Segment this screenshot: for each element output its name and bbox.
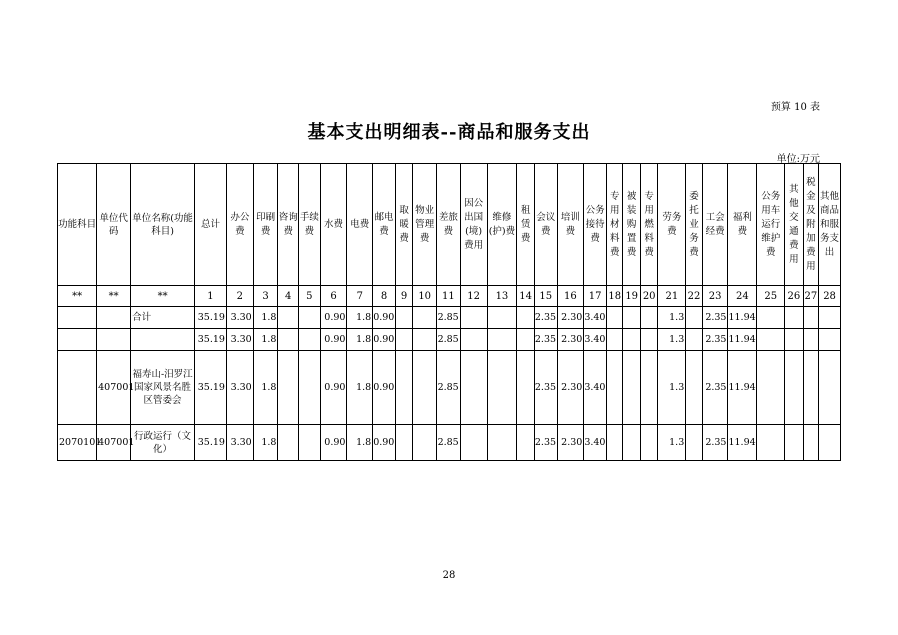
index-cell: 10 (413, 286, 437, 307)
office-cell: 3.30 (226, 329, 253, 351)
travel-cell: 2.85 (437, 425, 461, 461)
table-cell (606, 329, 622, 351)
function-code-cell (58, 351, 97, 425)
table-cell (686, 307, 702, 329)
meeting-cell: 2.35 (534, 307, 557, 329)
table-cell (623, 425, 641, 461)
table-cell (460, 425, 487, 461)
header-cell: 手续费 (299, 164, 321, 286)
training-cell: 2.30 (557, 329, 584, 351)
office-cell: 3.30 (226, 351, 253, 425)
index-cell: 25 (757, 286, 785, 307)
total-cell: 35.19 (195, 307, 227, 329)
index-cell: 18 (606, 286, 622, 307)
header-cell: 邮电费 (373, 164, 396, 286)
training-cell: 2.30 (557, 307, 584, 329)
index-cell: 9 (395, 286, 413, 307)
table-cell (785, 307, 804, 329)
table-cell (517, 329, 535, 351)
index-cell: 17 (584, 286, 607, 307)
postal-cell: 0.90 (373, 329, 396, 351)
index-cell: 22 (686, 286, 702, 307)
header-cell: 公务用车运行维护费 (757, 164, 785, 286)
reception-cell: 3.40 (584, 307, 607, 329)
unit-name-cell: 福寿山-汨罗江国家风景名胜区管委会 (131, 351, 195, 425)
reception-cell: 3.40 (584, 425, 607, 461)
header-cell: 办公费 (226, 164, 253, 286)
table-cell (686, 351, 702, 425)
union-cell: 2.35 (702, 307, 728, 329)
index-cell: 27 (803, 286, 818, 307)
index-cell: 8 (373, 286, 396, 307)
header-cell: 总计 (195, 164, 227, 286)
form-number: 预算 10 表 (770, 102, 820, 113)
header-cell: 因公出国(境)费用 (460, 164, 487, 286)
table-row (58, 329, 841, 351)
table-cell (785, 351, 804, 425)
table-cell (640, 307, 658, 329)
index-cell: 13 (487, 286, 517, 307)
total-cell: 35.19 (195, 425, 227, 461)
postal-cell: 0.90 (373, 351, 396, 425)
header-row (58, 164, 841, 286)
table-cell (487, 351, 517, 425)
table-row (58, 307, 841, 329)
water-cell: 0.90 (320, 425, 347, 461)
table-cell (517, 425, 535, 461)
index-cell: ** (97, 286, 131, 307)
function-code-cell: 2070101 (58, 425, 97, 461)
table-cell (487, 425, 517, 461)
table-cell (606, 351, 622, 425)
header-cell: 单位名称(功能科目) (131, 164, 195, 286)
index-cell: 6 (320, 286, 347, 307)
union-cell: 2.35 (702, 425, 728, 461)
header-cell: 会议费 (534, 164, 557, 286)
header-cell: 公务接待费 (584, 164, 607, 286)
table-cell (299, 425, 321, 461)
function-code-cell (58, 307, 97, 329)
table-cell (686, 425, 702, 461)
union-cell: 2.35 (702, 329, 728, 351)
header-cell: 水费 (320, 164, 347, 286)
header-cell: 单位代码 (97, 164, 131, 286)
table-cell (623, 329, 641, 351)
unit-name-cell: 行政运行（文化） (131, 425, 195, 461)
welfare-cell: 11.94 (728, 329, 757, 351)
index-cell: 14 (517, 286, 535, 307)
electricity-cell: 1.8 (347, 351, 373, 425)
table-cell (640, 425, 658, 461)
table-cell (460, 307, 487, 329)
office-cell: 3.30 (226, 425, 253, 461)
electricity-cell: 1.8 (347, 307, 373, 329)
table-row (58, 351, 841, 425)
index-cell: 23 (702, 286, 728, 307)
table-cell (517, 351, 535, 425)
function-code-cell (58, 329, 97, 351)
table-cell (278, 329, 299, 351)
table-cell (785, 425, 804, 461)
print-cell: 1.8 (253, 425, 278, 461)
header-cell: 印刷费 (253, 164, 278, 286)
total-cell: 35.19 (195, 351, 227, 425)
table-row (58, 425, 841, 461)
labor-cell: 1.3 (658, 329, 686, 351)
table-cell (803, 329, 818, 351)
meeting-cell: 2.35 (534, 425, 557, 461)
table-cell (413, 307, 437, 329)
table-cell (460, 351, 487, 425)
table-cell (803, 307, 818, 329)
electricity-cell: 1.8 (347, 329, 373, 351)
header-cell: 被装购置费 (623, 164, 641, 286)
index-row (58, 286, 841, 307)
table-cell (278, 351, 299, 425)
table-cell (517, 307, 535, 329)
welfare-cell: 11.94 (728, 307, 757, 329)
print-cell: 1.8 (253, 329, 278, 351)
unit-code-cell: 407001 (97, 351, 131, 425)
table-cell (487, 329, 517, 351)
index-cell: 19 (623, 286, 641, 307)
page-number: 28 (442, 570, 456, 581)
meeting-cell: 2.35 (534, 329, 557, 351)
header-cell: 维修(护)费 (487, 164, 517, 286)
header-cell: 差旅费 (437, 164, 461, 286)
training-cell: 2.30 (557, 425, 584, 461)
meeting-cell: 2.35 (534, 351, 557, 425)
index-cell: 5 (299, 286, 321, 307)
header-cell: 培训费 (557, 164, 584, 286)
header-cell: 税金及附加费用 (803, 164, 818, 286)
table-cell (487, 307, 517, 329)
print-cell: 1.8 (253, 307, 278, 329)
unit-label: 单位:万元 (776, 154, 820, 165)
header-cell: 电费 (347, 164, 373, 286)
water-cell: 0.90 (320, 307, 347, 329)
print-cell: 1.8 (253, 351, 278, 425)
table-cell (278, 307, 299, 329)
table-cell (278, 425, 299, 461)
table-cell (757, 425, 785, 461)
header-cell: 取暖费 (395, 164, 413, 286)
index-cell: 20 (640, 286, 658, 307)
page-title: 基本支出明细表--商品和服务支出 (307, 122, 591, 143)
table-cell (395, 351, 413, 425)
table-cell (803, 351, 818, 425)
table-cell (803, 425, 818, 461)
travel-cell: 2.85 (437, 351, 461, 425)
water-cell: 0.90 (320, 329, 347, 351)
welfare-cell: 11.94 (728, 351, 757, 425)
table-cell (395, 307, 413, 329)
postal-cell: 0.90 (373, 425, 396, 461)
header-cell: 其他交通费用 (785, 164, 804, 286)
table-cell (757, 307, 785, 329)
labor-cell: 1.3 (658, 351, 686, 425)
index-cell: 12 (460, 286, 487, 307)
unit-code-cell (97, 307, 131, 329)
table-cell (395, 329, 413, 351)
header-cell: 福利费 (728, 164, 757, 286)
index-cell: 7 (347, 286, 373, 307)
table-cell (413, 425, 437, 461)
header-cell: 其他商品和服务支出 (819, 164, 841, 286)
office-cell: 3.30 (226, 307, 253, 329)
index-cell: 26 (785, 286, 804, 307)
labor-cell: 1.3 (658, 425, 686, 461)
table-cell (640, 329, 658, 351)
travel-cell: 2.85 (437, 307, 461, 329)
table-cell (299, 329, 321, 351)
index-cell: 24 (728, 286, 757, 307)
table-cell (686, 329, 702, 351)
index-cell: 16 (557, 286, 584, 307)
table-cell (413, 351, 437, 425)
table-cell (819, 329, 841, 351)
table-cell (757, 351, 785, 425)
reception-cell: 3.40 (584, 329, 607, 351)
table-cell (623, 351, 641, 425)
table-cell (819, 425, 841, 461)
table-cell (395, 425, 413, 461)
index-cell: 2 (226, 286, 253, 307)
index-cell: 11 (437, 286, 461, 307)
index-cell: 28 (819, 286, 841, 307)
index-cell: ** (131, 286, 195, 307)
unit-code-cell (97, 329, 131, 351)
training-cell: 2.30 (557, 351, 584, 425)
header-cell: 咨询费 (278, 164, 299, 286)
water-cell: 0.90 (320, 351, 347, 425)
labor-cell: 1.3 (658, 307, 686, 329)
header-cell: 委托业务费 (686, 164, 702, 286)
index-cell: 1 (195, 286, 227, 307)
header-cell: 专用燃料费 (640, 164, 658, 286)
header-cell: 工会经费 (702, 164, 728, 286)
table-cell (606, 425, 622, 461)
index-cell: 21 (658, 286, 686, 307)
reception-cell: 3.40 (584, 351, 607, 425)
expense-table (57, 163, 841, 461)
table-cell (413, 329, 437, 351)
index-cell: 15 (534, 286, 557, 307)
table-cell (819, 307, 841, 329)
header-cell: 物业管理费 (413, 164, 437, 286)
postal-cell: 0.90 (373, 307, 396, 329)
table-cell (460, 329, 487, 351)
header-cell: 专用材料费 (606, 164, 622, 286)
welfare-cell: 11.94 (728, 425, 757, 461)
header-cell: 劳务费 (658, 164, 686, 286)
unit-name-cell: 合计 (131, 307, 195, 329)
travel-cell: 2.85 (437, 329, 461, 351)
table-cell (757, 329, 785, 351)
total-cell: 35.19 (195, 329, 227, 351)
table-cell (640, 351, 658, 425)
index-cell: 4 (278, 286, 299, 307)
table-cell (785, 329, 804, 351)
unit-code-cell: 407001 (97, 425, 131, 461)
index-cell: ** (58, 286, 97, 307)
index-cell: 3 (253, 286, 278, 307)
union-cell: 2.35 (702, 351, 728, 425)
table-cell (819, 351, 841, 425)
unit-name-cell (131, 329, 195, 351)
header-cell: 功能科目 (58, 164, 97, 286)
table-cell (623, 307, 641, 329)
electricity-cell: 1.8 (347, 425, 373, 461)
table-cell (299, 351, 321, 425)
table-cell (299, 307, 321, 329)
table-cell (606, 307, 622, 329)
header-cell: 租赁费 (517, 164, 535, 286)
